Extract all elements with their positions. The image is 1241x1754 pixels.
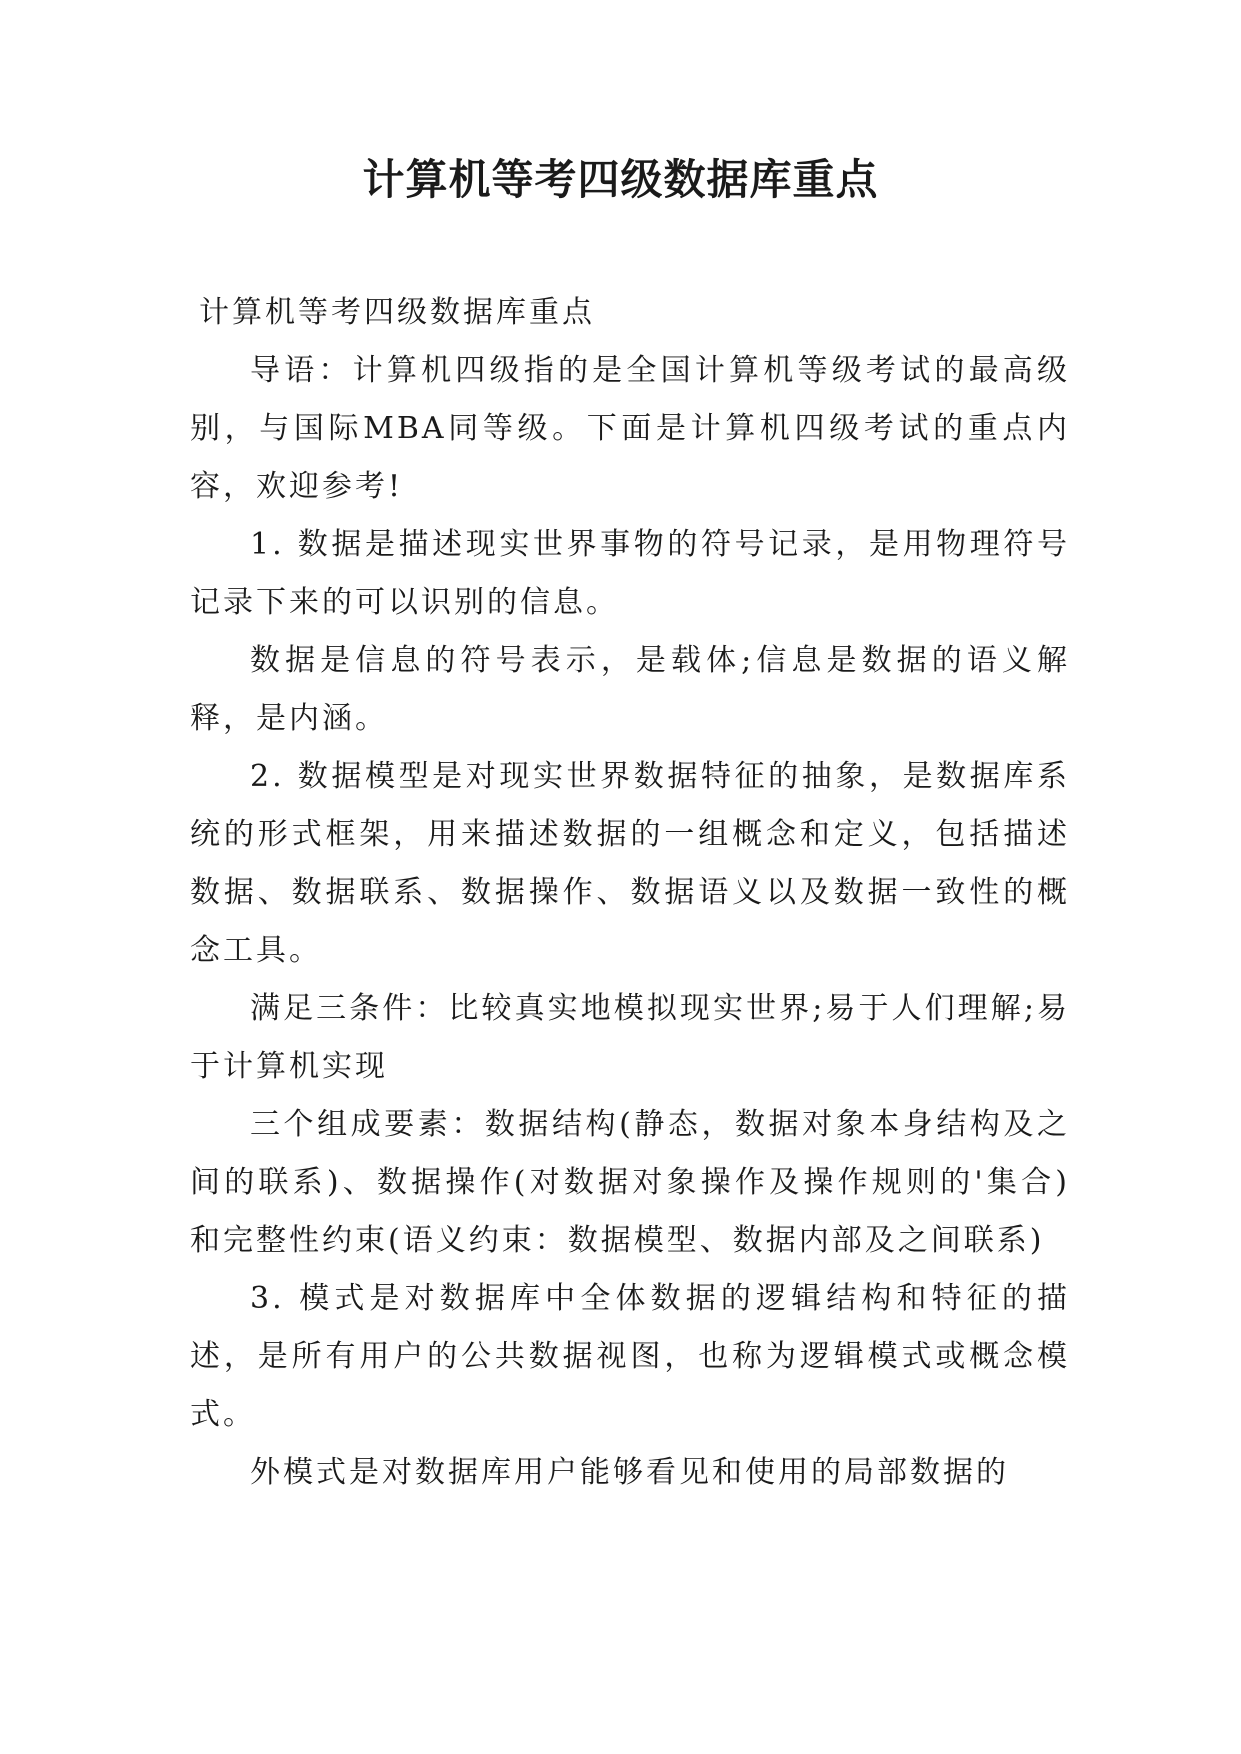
paragraph-three-elements: 三个组成要素：数据结构(静态，数据对象本身结构及之间的联系)、数据操作(对数据对象操作及操作规则的'集合)和完整性约束(语义约束：数据模型、数据内部及之间联系)	[190, 1107, 1070, 1258]
document-subtitle: 计算机等考四级数据库重点	[199, 295, 595, 330]
paragraph-point-1: 1. 数据是描述现实世界事物的符号记录，是用物理符号记录下来的可以识别的信息。	[190, 527, 1070, 620]
document-body	[190, 284, 1070, 1502]
paragraph-point-2: 2. 数据模型是对现实世界数据特征的抽象，是数据库系统的形式框架，用来描述数据的一组概念和定义，包括描述数据、数据联系、数据操作、数据语义以及数据一致性的概念工具。	[190, 759, 1070, 968]
paragraph-point-3: 3. 模式是对数据库中全体数据的逻辑结构和特征的描述，是所有用户的公共数据视图，也称为逻辑模式或概念模式。	[190, 1281, 1070, 1432]
paragraph-data-info: 数据是信息的符号表示，是载体;信息是数据的语义解释，是内涵。	[190, 643, 1070, 736]
paragraph-three-conditions: 满足三条件：比较真实地模拟现实世界;易于人们理解;易于计算机实现	[190, 991, 1070, 1084]
document-title: 计算机等考四级数据库重点	[362, 155, 879, 204]
paragraph-external-schema: 外模式是对数据库用户能够看见和使用的局部数据的	[250, 1455, 1009, 1490]
paragraph-intro: 导语：计算机四级指的是全国计算机等级考试的最高级别，与国际MBA同等级。下面是计算机四级考试的重点内容，欢迎参考!	[190, 353, 1070, 504]
